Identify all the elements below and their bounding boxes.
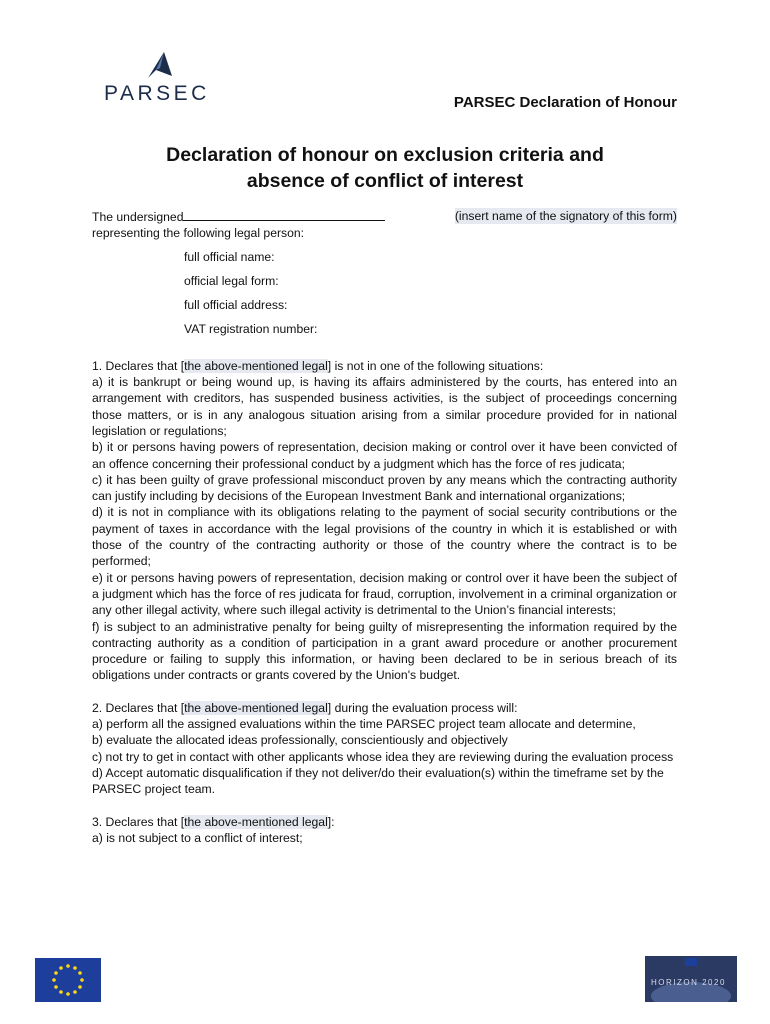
section-2-item: b) evaluate the allocated ideas professionally, conscientiously and objectively — [92, 733, 508, 748]
field-full-official-name[interactable]: full official name: — [184, 249, 275, 264]
section-1-item: a) it is bankrupt or being wound up, is having its affairs administered by the courts, has entered into an arrangement with creditors, has suspended business activities, is the subject of proceedings concerning those matters, or is in any analogous situation arising from a similar procedure provided for in national legislation or regulations; — [92, 375, 677, 438]
section-2-item: a) perform all the assigned evaluations within the time PARSEC project team allocate and determine, — [92, 717, 636, 732]
title-line-2: absence of conflict of interest — [246, 170, 524, 192]
title-line-1: Declaration of honour on exclusion criteria and — [166, 144, 604, 166]
section-3 — [92, 814, 677, 847]
insert-hint: (insert name of the signatory of this form) — [454, 209, 677, 223]
field-full-official-address[interactable]: full official address: — [184, 298, 288, 313]
intro-line — [92, 208, 677, 225]
representing-line: representing the following legal person: — [92, 226, 305, 241]
section-3-item: a) is not subject to a conflict of interest; — [92, 830, 303, 845]
field-official-legal-form[interactable]: official legal form: — [184, 273, 279, 288]
section-1-item: f) is subject to an administrative penalty for being guilty of misrepresenting the information required by the contracting authority as a condition of participation in a grant award procedure or another procurement procedure or failing to supply this information, or having been declared to be in serious breach of its obligations under contracts or grants covered by the Union's budget. — [92, 619, 677, 683]
section-1-item: d) it is not in compliance with its obligations relating to the payment of social security contributions or the payment of taxes in accordance with the legal provisions of the country in which it is established or with those of the country of the contracting authority or those of the country where the contract is to be performed; — [92, 505, 677, 569]
eu-flag-icon — [35, 958, 101, 1002]
section-2-item: d) Accept automatic disqualification if they not deliver/do their evaluation(s) within the timeframe set by the PARSEC project team. — [92, 765, 664, 797]
horizon-2020-logo — [645, 956, 737, 1002]
section-2-highlight: the above-mentioned legal — [184, 700, 328, 715]
legal-person-fields — [184, 249, 677, 338]
section-1-item: e) it or persons having powers of representation, decision making or control over it have been the subject of a judgment which has the force of res judicata for fraud, corruption, involvement in a criminal organization or any other illegal activity, where such illegal activity is detrimental to the Union’s financial interests; — [92, 570, 677, 618]
logo-text: PARSEC — [104, 82, 210, 105]
signatory-name-field[interactable] — [183, 208, 385, 221]
section-1-item: b) it or persons having powers of representation, decision making or control over it have been convicted of an offence concerning their professional conduct by a judgment which has the force of res judicata; — [92, 440, 677, 471]
section-3-highlight: the above-mentioned legal — [184, 814, 328, 829]
section-2-heading: 2. Declares that [the above-mentioned legal] during the evaluation process will: — [92, 700, 518, 715]
field-vat-number[interactable]: VAT registration number: — [184, 322, 318, 337]
parsec-logo — [104, 52, 216, 108]
section-3-heading: 3. Declares that [the above-mentioned legal]: — [92, 814, 335, 829]
document-body — [92, 208, 677, 846]
page-title — [0, 142, 770, 194]
undersigned-label: The undersigned — [92, 210, 184, 224]
document-label: PARSEC Declaration of Honour — [453, 94, 677, 111]
section-1-highlight: the above-mentioned legal — [184, 358, 328, 373]
section-2-item: c) not try to get in contact with other applicants whose idea they are reviewing during the evaluation process — [92, 749, 674, 764]
section-1-item: c) it has been guilty of grave professional misconduct proven by any means which the contracting authority can justify including by decisions of the European Investment Bank and international organizations; — [92, 472, 677, 504]
section-2 — [92, 700, 677, 798]
section-1 — [92, 358, 677, 684]
parsec-logo-icon — [144, 52, 178, 80]
horizon-2020-label: HORIZON 2020 — [651, 978, 726, 987]
section-1-heading: 1. Declares that [the above-mentioned legal] is not in one of the following situations: — [92, 358, 544, 373]
